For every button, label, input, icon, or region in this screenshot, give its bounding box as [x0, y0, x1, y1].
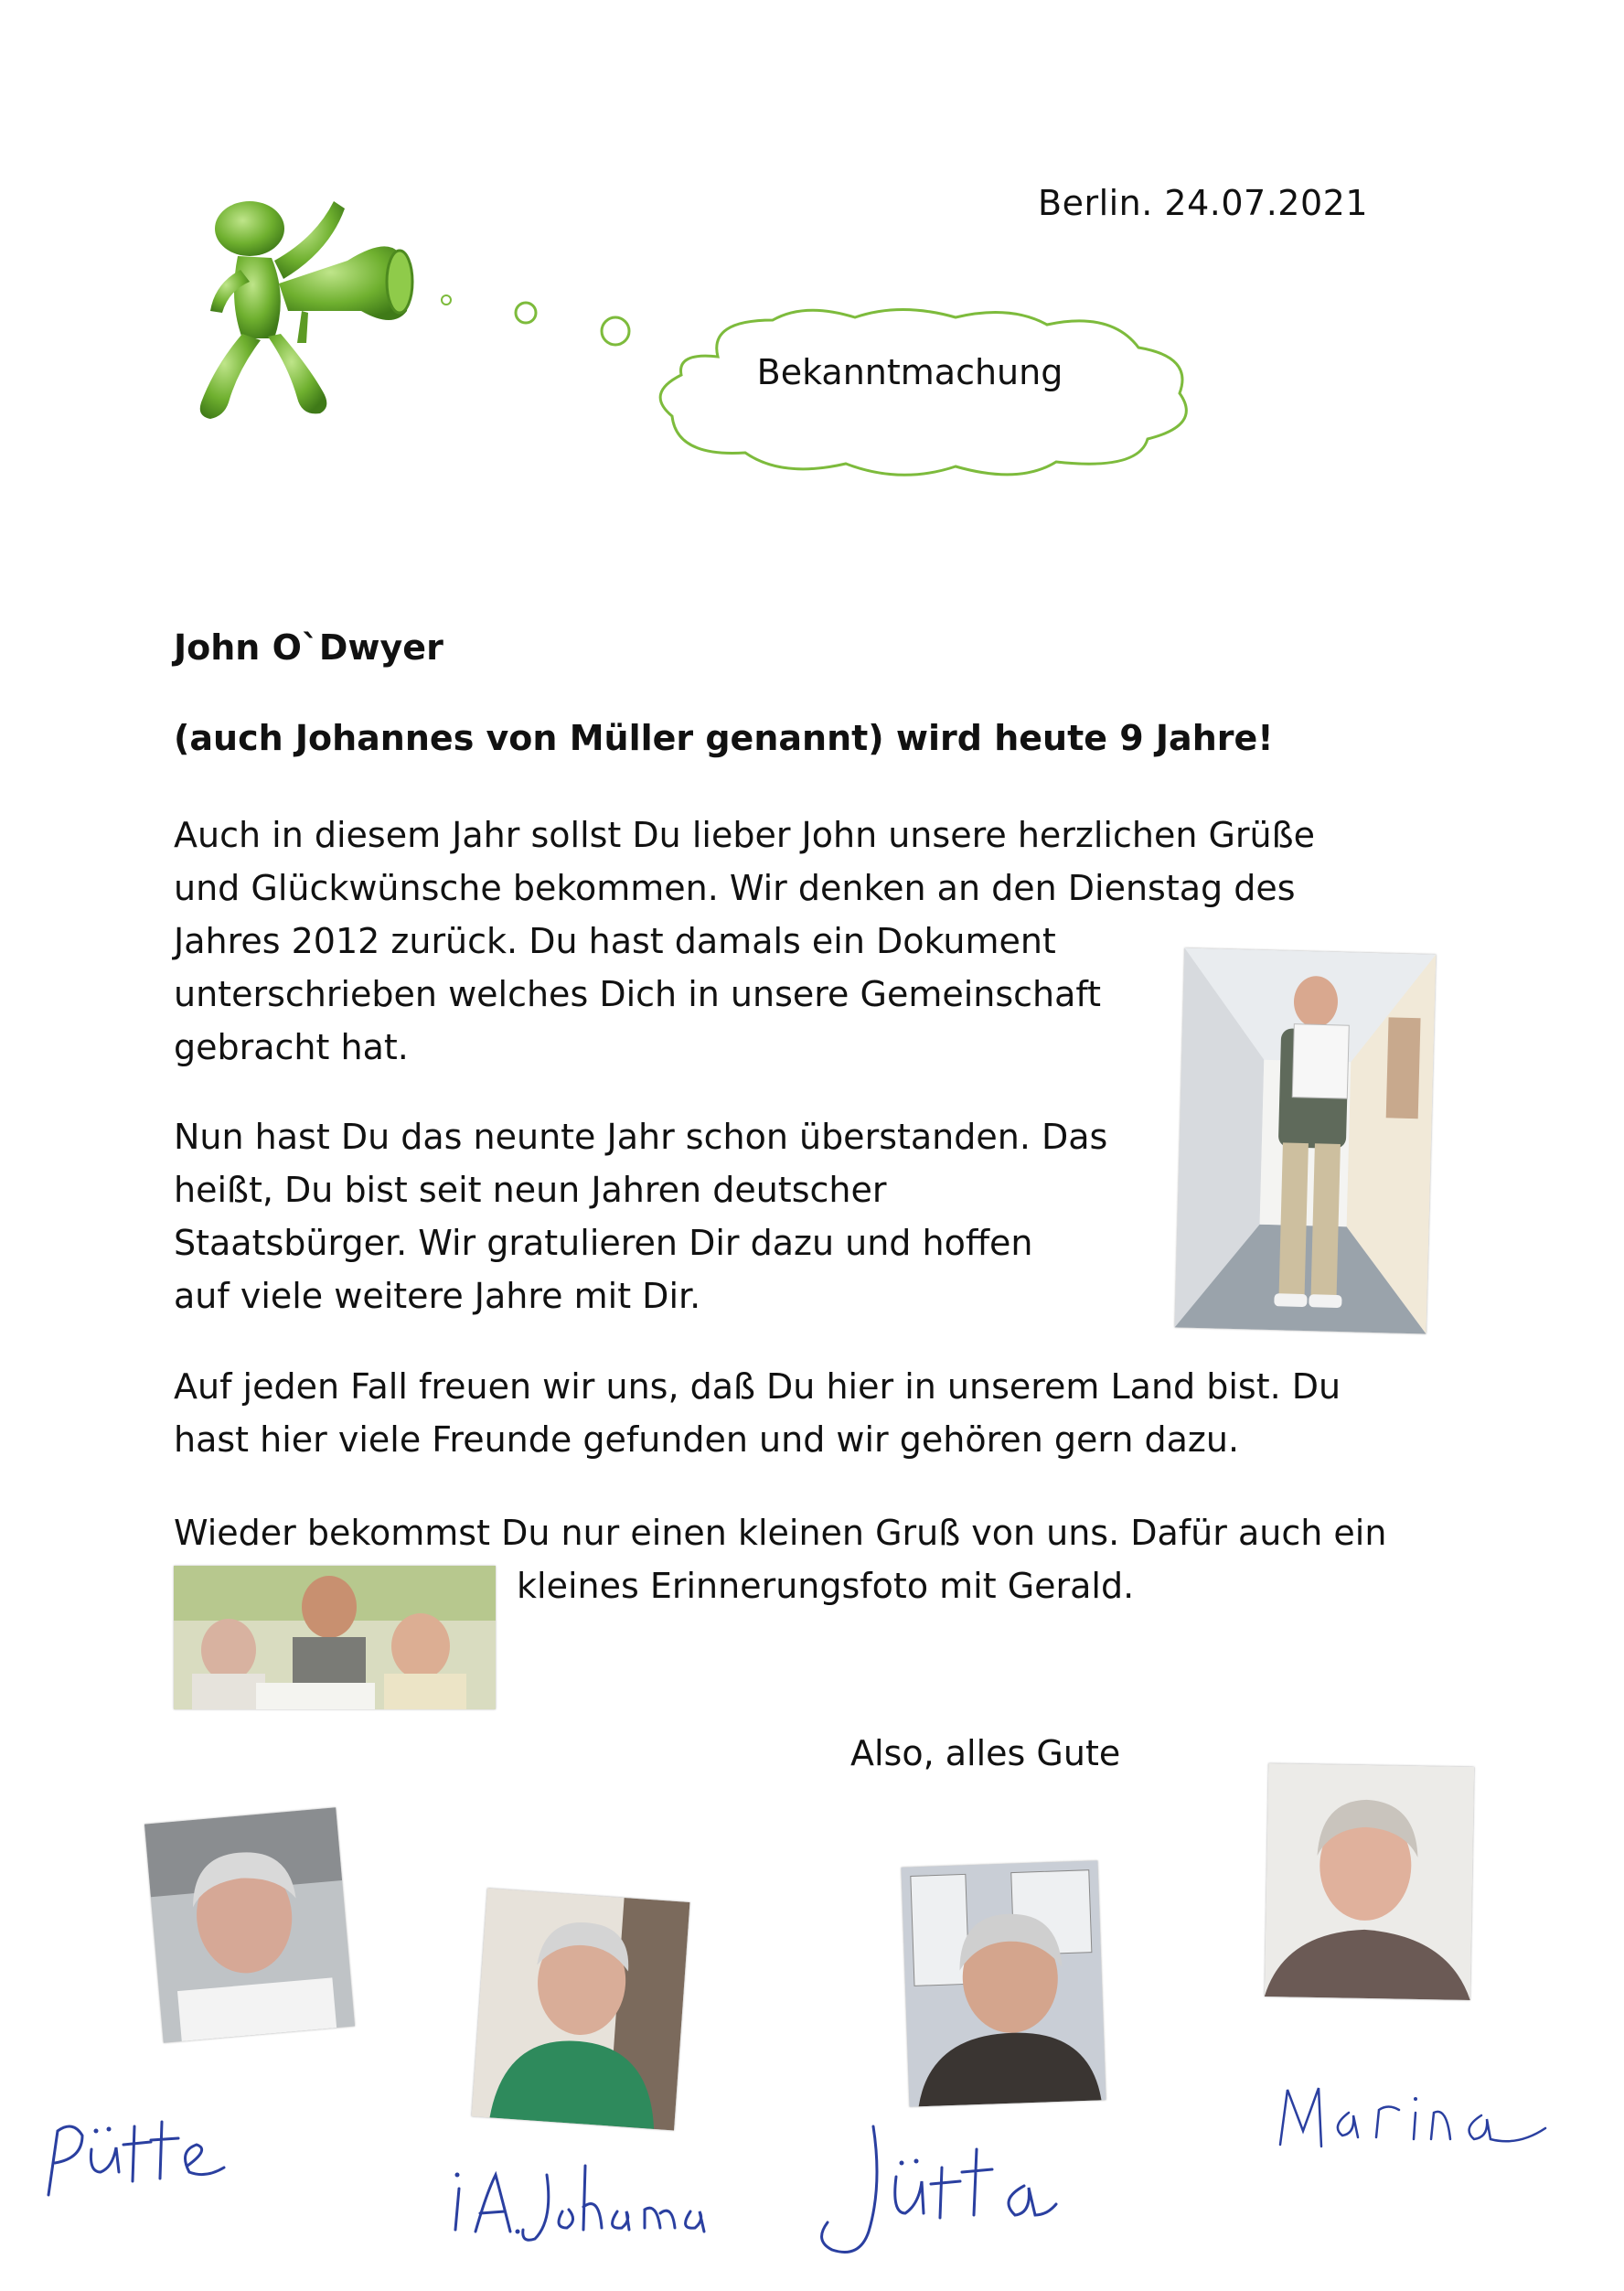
portrait-photo-jutta: [901, 1860, 1106, 2106]
paragraph-line: Auf jeden Fall freuen wir uns, daß Du hier in unserem Land bist. Du: [174, 1366, 1341, 1407]
signature-jutta: [805, 2113, 1116, 2268]
signature-johanna: [448, 2147, 741, 2248]
closing-line: Also, alles Gute: [850, 1733, 1121, 1773]
portrait-photo-johanna: [472, 1889, 690, 2131]
portrait-photo-pütte: [144, 1807, 355, 2042]
paragraph-citizenship: [174, 1110, 1107, 1322]
paragraph-line: Jahres 2012 zurück. Du hast damals ein Dokument: [174, 921, 1056, 961]
paragraph-line: und Glückwünsche bekommen. Wir denken an den Dienstag des: [174, 868, 1296, 908]
photo-john-certificate: [1175, 947, 1437, 1333]
portrait-photo-marina: [1265, 1763, 1474, 2000]
paragraph-line: kleines Erinnerungsfoto mit Gerald.: [517, 1566, 1135, 1606]
bubble-label: Bekanntmachung: [756, 352, 1063, 392]
signature-marina: [1271, 2062, 1564, 2163]
paragraph-friends: [174, 1360, 1341, 1466]
paragraph-line: Wieder bekommst Du nur einen kleinen Gruß von uns. Dafür auch ein: [174, 1513, 1387, 1553]
paragraph-line: gebracht hat.: [174, 1027, 409, 1067]
photo-group-gerald: [174, 1566, 496, 1709]
paragraph-line: Auch in diesem Jahr sollst Du lieber John unsere herzlichen Grüße: [174, 815, 1315, 855]
letter-subtitle: (auch Johannes von Müller genannt) wird heute 9 Jahre!: [174, 718, 1274, 758]
paragraph-greeting: [174, 808, 1315, 1074]
salutation: John O`Dwyer: [174, 627, 443, 668]
megaphone-mascot-icon: [187, 183, 439, 425]
paragraph-line: unterschrieben welches Dich in unsere Gemeinschaft: [174, 974, 1102, 1014]
paragraph-line: hast hier viele Freunde gefunden und wir gehören gern dazu.: [174, 1419, 1240, 1460]
paragraph-line: Nun hast Du das neunte Jahr schon überstanden. Das: [174, 1117, 1108, 1157]
paragraph-line: heißt, Du bist seit neun Jahren deutscher: [174, 1170, 887, 1210]
thought-dots-icon: [430, 284, 649, 357]
paragraph-line: auf viele weitere Jahre mit Dir.: [174, 1276, 701, 1316]
cloud-bubble-icon: [654, 306, 1202, 480]
paragraph-line: Staatsbürger. Wir gratulieren Dir dazu und hoffen: [174, 1223, 1033, 1263]
signature-pütte: [32, 2094, 279, 2213]
paragraph-greeting-photo: [174, 1506, 1386, 1559]
letter-date: Berlin. 24.07.2021: [1038, 183, 1369, 223]
